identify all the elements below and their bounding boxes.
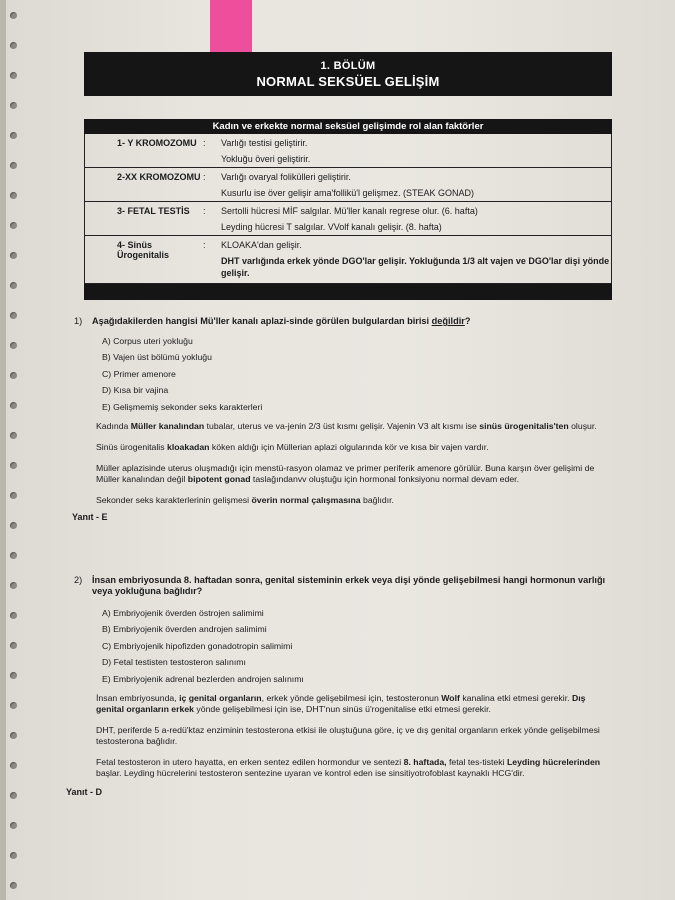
option-b: B) Embriyojenik överden androjen salimimi [102, 624, 267, 635]
option-c: C) Embriyojenik hipofizden gonadotropin salimimi [102, 640, 293, 651]
question-stem: 2) İnsan embriyosunda 8. haftadan sonra, genital sisteminin erkek veya dişi yönde gelişebilmesi hangi hormonun varlığı veya yokluğuna bağlıdır? [74, 575, 606, 596]
factor-label: 4- Sinüs Ürogenitalis [117, 240, 170, 260]
chapter-number: 1. BÖLÜM [320, 59, 376, 72]
factor-description [221, 134, 611, 167]
option-d: D) Kısa bir vajina [102, 385, 169, 396]
description-line: Varlığı testisi geliştirir. [221, 138, 308, 148]
question-2 [66, 575, 614, 798]
table-row: 4- Sinüs Ürogenitalis : KLOAKA'dan gelişir. DHT varlığında erkek yönde DGO'lar gelişir. Yokluğunda 1/3 alt vajen ve DGO'lar dişi yönde gelişir. [84, 236, 612, 284]
chapter-header [84, 52, 612, 96]
question-1 [74, 316, 614, 523]
factor-description [221, 168, 611, 201]
description-line: Varlığı ovaryal folikülleri geliştirir. [221, 172, 351, 182]
explanation-paragraph: Fetal testosteron in utero hayatta, en erken sentez edilen hormondur ve sentezi 8. haftada, fetal tes-tisteki Leyding hücrelerinden başlar. Leyding hücrelerini testosteron sentezine uyaran ve kontrol eden ise sinsitiyotrofoblast kaynaklı HCG'dir. [96, 756, 601, 778]
description-line: Yokluğu överi geliştirir. [221, 154, 311, 164]
options-list [74, 605, 614, 687]
option-e: E) Gelişmemiş sekonder seks karakterleri [102, 401, 263, 412]
chapter-title: NORMAL SEKSÜEL GELİŞİM [256, 73, 440, 89]
explanation-paragraph: Kadında Müller kanalından tubalar, uterus ve va-jenin 2/3 üst kısmı gelişir. Vajenin V3 alt kısmı ise sinüs ürogenitalis'ten oluşur. [96, 420, 597, 431]
factor-description [221, 202, 611, 235]
factors-table [84, 119, 612, 300]
factor-description [221, 236, 611, 283]
option-b: B) Vajen üst bölümü yokluğu [102, 352, 212, 363]
table-row: 3- FETAL TESTİS : Sertolli hücresi MİF salgılar. Mü'ller kanalı regrese olur. (6. hafta) Leyding hücresi T salgılar. VVolf kanalı gelişir. (8. hafta) [84, 202, 612, 236]
answer-label: Yanıt - D [66, 786, 103, 797]
question-stem: 1) Aşağıdakilerden hangisi Mü'ller kanalı aplazi-sinde görülen bulgulardan birisi değildir? [74, 316, 471, 326]
option-d: D) Fetal testisten testosteron salınımı [102, 657, 246, 668]
description-line: Leyding hücresi T salgılar. VVolf kanalı gelişir. (8. hafta) [221, 222, 442, 232]
option-c: C) Primer amenore [102, 368, 176, 379]
explanation-paragraph: DHT, periferde 5 a-redü'ktaz enziminin testosterona etkisi ile oluştuğuna göre, iç ve dış genital organların erkek yönde gelişebilmesi testosterona bağlıdır. [96, 724, 600, 746]
spiral-binding [6, 0, 20, 900]
option-a: A) Embriyojenik överden östrojen salimimi [102, 608, 264, 618]
table-title: Kadın ve erkekte normal seksüel gelişimde rol alan faktörler [84, 119, 612, 134]
factor-label: 2-XX KROMOZOMU [117, 172, 201, 182]
table-row: 2-XX KROMOZOMU : Varlığı ovaryal folikülleri geliştirir. Kusurlu ise över gelişir ama'follikü'l gelişmez. (STEAK GONAD) [84, 168, 612, 202]
option-a: A) Corpus uteri yokluğu [102, 336, 193, 346]
factor-label: 3- FETAL TESTİS [117, 206, 190, 216]
description-line: Kusurlu ise över gelişir ama'follikü'l gelişmez. (STEAK GONAD) [221, 188, 475, 198]
factor-label: 1- Y KROMOZOMU [117, 138, 197, 148]
explanation-paragraph: İnsan embriyosunda, iç genital organların, erkek yönde gelişebilmesi için, testosteronun Wolf kanalina etki etmesi gerekir. Dış genital organların erkek yönde gelişebilmesi için ise, DHT'nun sinüs ü'rogenitalise etki etmesi gerekir. [96, 692, 586, 714]
description-line: Sertolli hücresi MİF salgılar. Mü'ller kanalı regrese olur. (6. hafta) [221, 206, 478, 216]
table-footer-bar [84, 284, 612, 300]
answer-label: Yanıt - E [72, 511, 108, 522]
explanation-paragraph: Sekonder seks karakterlerinin gelişmesi överin normal çalışmasına bağlıdır. [96, 494, 394, 505]
description-bold-line: DHT varlığında erkek yönde DGO'lar gelişir. Yokluğunda 1/3 alt vajen ve DGO'lar dişi yönde gelişir. [221, 256, 610, 278]
explanation-paragraph: Sinüs ürogenitalis kloakadan köken aldığı için Müllerian aplazi olgularında kör ve kısa bir vajen vardır. [96, 441, 489, 452]
book-page [6, 0, 675, 900]
description-line: KLOAKA'dan gelişir. [221, 240, 302, 250]
options-list [74, 333, 614, 415]
explanation-paragraph: Müller aplazisinde uterus oluşmadığı için menstü-rasyon olamaz ve primer periferik amenore görülür. Buna karşın över gelişimi de Müller kanalından değil bipotent gonad taslağındanvv oluştuğu için hormonal fonksiyonu normal devam eder. [96, 462, 595, 484]
option-e: E) Embriyojenik adrenal bezlerden androjen salınımı [102, 673, 304, 684]
table-row: 1- Y KROMOZOMU : Varlığı testisi geliştirir. Yokluğu överi geliştirir. [84, 134, 612, 168]
